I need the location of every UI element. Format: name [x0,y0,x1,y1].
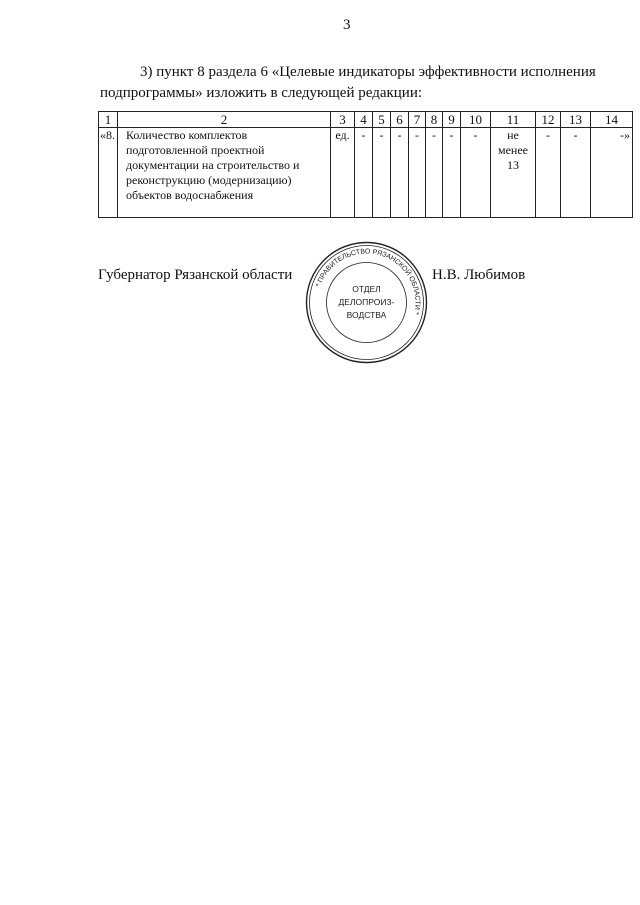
table-row [99,128,633,218]
svg-text:* ПРАВИТЕЛЬСТВО РЯЗАНСКОЙ ОБЛА: * ПРАВИТЕЛЬСТВО РЯЗАНСКОЙ ОБЛАСТИ * [315,248,421,316]
unit-cell: ед. [331,128,355,218]
svg-text:ВОДСТВА: ВОДСТВА [346,310,387,320]
header-cell: 8 [426,112,443,128]
svg-text:ДЕЛОПРОИЗ-: ДЕЛОПРОИЗ- [338,297,395,307]
header-cell: 7 [409,112,426,128]
indicator-name: Количество комплектов подготовленной проектной документации на строительство и реконструкцию (модернизацию) объектов водоснабжения [118,128,331,218]
value-cell: - [443,128,461,218]
value-cell: - [461,128,491,218]
table-header-row [99,112,633,128]
paragraph-line: подпрограммы» изложить в следующей редакции: [100,85,423,101]
signatory-name: Н.В. Любимов [432,267,526,283]
header-cell: 5 [373,112,391,128]
value-cell: -» [591,128,633,218]
svg-text:ОТДЕЛ: ОТДЕЛ [352,284,381,294]
header-cell: 9 [443,112,461,128]
value-cell: не менее 13 [491,128,536,218]
header-cell: 4 [355,112,373,128]
value-cell: - [409,128,426,218]
header-cell: 6 [391,112,409,128]
header-cell: 11 [491,112,536,128]
header-cell: 2 [118,112,331,128]
paragraph [100,62,638,104]
page-number: 3 [343,17,351,33]
value-cell: - [536,128,561,218]
header-cell: 14 [591,112,633,128]
value-cell: - [561,128,591,218]
official-stamp [304,240,429,365]
row-number: «8. [99,128,118,218]
header-cell: 13 [561,112,591,128]
value-cell: - [426,128,443,218]
paragraph-line: 3) пункт 8 раздела 6 «Целевые индикаторы эффективности исполнения [140,64,596,80]
header-cell: 3 [331,112,355,128]
header-cell: 12 [536,112,561,128]
indicators-table [98,111,633,218]
header-cell: 10 [461,112,491,128]
value-cell: - [373,128,391,218]
value-cell: - [355,128,373,218]
signatory-title: Губернатор Рязанской области [98,267,293,283]
value-cell: - [391,128,409,218]
header-cell: 1 [99,112,118,128]
